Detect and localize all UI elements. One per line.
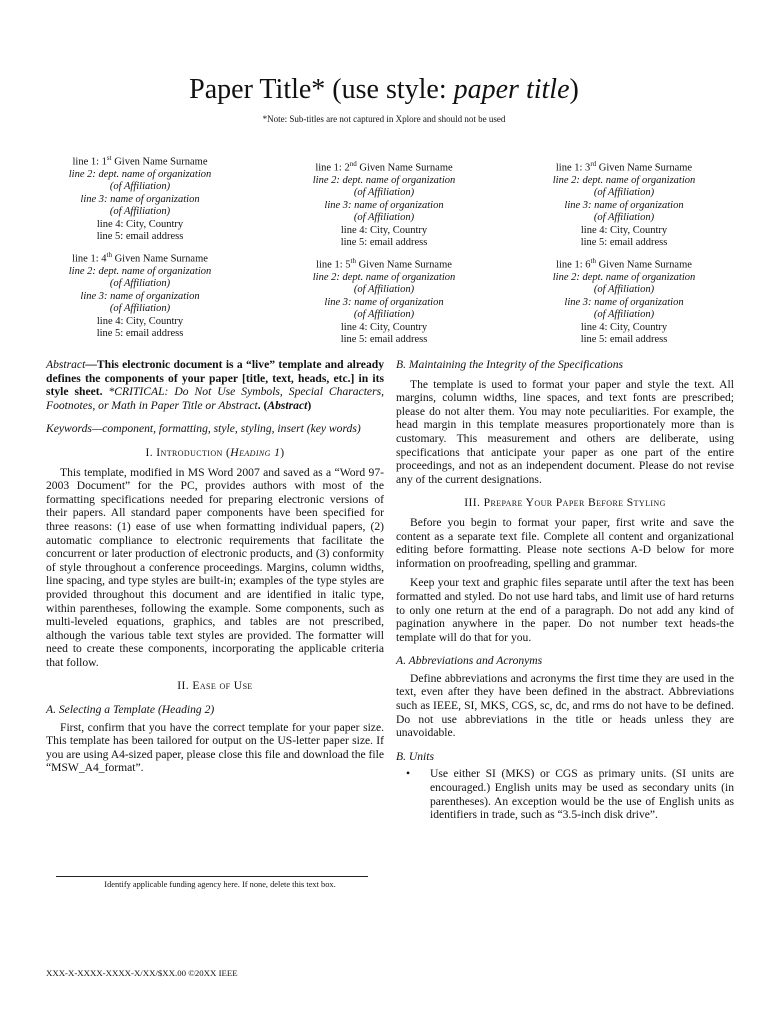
section-title: Ease of Use bbox=[192, 679, 253, 693]
spacer bbox=[46, 412, 384, 422]
author-line-4: line 4: City, Country bbox=[96, 315, 184, 327]
subsection-heading-integrity: B. Maintaining the Integrity of the Specifications bbox=[396, 358, 624, 371]
right-column bbox=[396, 358, 734, 822]
spacer bbox=[396, 486, 734, 496]
author-line-5: line 5: email address bbox=[340, 236, 428, 248]
section-number: II. bbox=[177, 679, 193, 693]
author-name: Given Name Surname bbox=[356, 162, 453, 174]
section-tag-close: ) bbox=[280, 445, 285, 459]
copyright-footer: XXX-X-XXXX-XXXX-X/XX/$XX.00 ©20XX IEEE bbox=[46, 968, 238, 978]
author-line-2: line 2: dept. name of organization bbox=[552, 174, 696, 186]
paper-title-italic: paper title bbox=[453, 74, 570, 105]
paper-title-text: Paper Title* (use style: bbox=[189, 74, 454, 105]
selecting-template-paragraph: First, confirm that you have the correct template for your paper size. This template has been tailored for output on the US-letter paper size. If you are using A4-sized paper, please close this file and download the file “MSW_A4_format”. bbox=[46, 720, 384, 775]
author-line-2: line 2: dept. name of organization bbox=[312, 174, 456, 186]
section-number: I. bbox=[145, 445, 157, 459]
footnote-divider bbox=[56, 876, 368, 877]
author-line-2: line 2: dept. name of organization bbox=[552, 271, 696, 283]
author-line-1-prefix: line 1: 6 bbox=[556, 259, 591, 271]
abstract-critical: *CRITICAL: Do Not Use Symbols, Special Characters, Footnotes, or Math in Paper Title or Abstract bbox=[46, 385, 384, 412]
author-line-3-affil: (of Affiliation) bbox=[109, 303, 171, 315]
integrity-paragraph: The template is used to format your paper and style the text. All margins, column widths, line spaces, and text fonts are prescribed; please do not alter them. You may note peculiarities. For example, the head margin in this template measures proportionately more than is customary. This measurement and others are deliberate, using specifications that anticipate your paper as one part of the entire proceedings, and not as an independent document. Please do not revise any of the current designations. bbox=[396, 377, 734, 486]
author-line-4: line 4: City, Country bbox=[340, 224, 428, 236]
author-line-3: line 3: name of organization bbox=[564, 199, 684, 211]
author-name: Given Name Surname bbox=[111, 156, 208, 168]
author-line-5: line 5: email address bbox=[580, 236, 668, 248]
title-note: *Note: Sub-titles are not captured in Xplore and should not be used bbox=[262, 114, 506, 124]
intro-paragraph: This template, modified in MS Word 2007 and saved as a “Word 97-2003 Document” for the PC, provides authors with most of the formatting specifications needed for preparing electronic versions of their papers. All standard paper components have been specified for three reasons: (1) ease of use when formatting individual papers, (2) automatic compliance to electronic requirements that facilitate the concurrent or later production of electronic products, and (3) conformity of style throughout a conference proceedings. Margins, column widths, line spacing, and type styles are built-in; examples of the type styles are provided throughout this document and are identified in italic type, within parentheses, following the example. Some components, such as multi-leveled equations, graphics, and tables are not prescribed, although the various table text styles are provided. The formatter will need to create these components, incorporating the applicable criteria that follow. bbox=[46, 465, 384, 669]
author-line-3-affil: (of Affiliation) bbox=[353, 309, 415, 321]
section-title: Introduction bbox=[156, 445, 223, 459]
author-line-5: line 5: email address bbox=[96, 327, 184, 339]
author-ordinal: st bbox=[106, 154, 112, 162]
author-block-3 bbox=[524, 158, 724, 249]
author-line-1-prefix: line 1: 3 bbox=[555, 162, 591, 174]
author-line-2-affil: (of Affiliation) bbox=[109, 181, 171, 193]
author-line-2: line 2: dept. name of organization bbox=[68, 168, 212, 180]
author-line-3-affil: (of Affiliation) bbox=[353, 212, 415, 224]
author-line-1 bbox=[524, 255, 724, 272]
paper-title-close: ) bbox=[569, 74, 579, 105]
author-line-1-prefix: line 1: 1 bbox=[72, 156, 107, 168]
author-ordinal: th bbox=[590, 257, 596, 265]
author-line-5: line 5: email address bbox=[340, 333, 428, 345]
author-ordinal: th bbox=[350, 257, 356, 265]
author-line-2: line 2: dept. name of organization bbox=[68, 265, 212, 277]
units-bullet-text: Use either SI (MKS) or CGS as primary units. (SI units are encouraged.) English units may be used as secondary units (in parentheses). An exception would be the use of English units as identifiers in trade, such as “3.5-inch disk drive”. bbox=[430, 767, 734, 822]
author-line-4: line 4: City, Country bbox=[580, 321, 668, 333]
author-line-2: line 2: dept. name of organization bbox=[312, 271, 456, 283]
author-line-3-affil: (of Affiliation) bbox=[593, 309, 655, 321]
subsection-heading-abbreviations: A. Abbreviations and Acronyms bbox=[396, 654, 543, 668]
funding-footnote: Identify applicable funding agency here. If none, delete this text box. bbox=[104, 880, 336, 889]
author-line-2-affil: (of Affiliation) bbox=[593, 284, 655, 296]
spacer bbox=[46, 436, 384, 446]
author-line-1 bbox=[40, 249, 240, 266]
section-tag-open: ( bbox=[222, 445, 231, 459]
author-line-4: line 4: City, Country bbox=[580, 224, 668, 236]
author-line-4: line 4: City, Country bbox=[96, 218, 184, 230]
abbreviations-paragraph: Define abbreviations and acronyms the first time they are used in the text, even after they have been defined in the abstract. Abbreviations such as IEEE, SI, MKS, CGS, sc, dc, and rms do not have to be defined. Do not use abbreviations in the title or heads unless they are unavoidable. bbox=[396, 671, 734, 740]
author-line-2-affil: (of Affiliation) bbox=[593, 187, 655, 199]
author-name: Given Name Surname bbox=[596, 162, 693, 174]
author-ordinal: nd bbox=[349, 160, 357, 168]
section-tag: Heading 1 bbox=[230, 445, 281, 459]
author-line-1-prefix: line 1: 2 bbox=[315, 162, 350, 174]
keywords: Keywords—component, formatting, style, styling, insert (key words) bbox=[46, 422, 361, 436]
abstract-tag: Abstract bbox=[267, 398, 308, 412]
prepare-paragraph-1: Before you begin to format your paper, first write and save the content as a separate text file. Complete all content and organizational editing before formatting. Please note sections A-D below for more information on proofreading, spelling and grammar. bbox=[396, 515, 734, 570]
abstract-dash: — bbox=[85, 358, 97, 371]
author-block-4 bbox=[40, 249, 240, 340]
author-line-1-prefix: line 1: 4 bbox=[72, 253, 107, 265]
list-item bbox=[406, 767, 734, 821]
spacer bbox=[396, 644, 734, 654]
author-line-5: line 5: email address bbox=[96, 230, 184, 242]
author-line-3: line 3: name of organization bbox=[324, 199, 444, 211]
author-line-3-affil: (of Affiliation) bbox=[593, 212, 655, 224]
author-block-6 bbox=[524, 255, 724, 346]
author-line-1 bbox=[284, 255, 484, 272]
author-line-3: line 3: name of organization bbox=[564, 296, 684, 308]
bullet-icon: • bbox=[406, 767, 411, 781]
author-line-5: line 5: email address bbox=[580, 333, 668, 345]
author-line-1 bbox=[284, 158, 484, 175]
author-block-1 bbox=[40, 152, 240, 243]
author-line-2-affil: (of Affiliation) bbox=[109, 278, 171, 290]
author-name: Given Name Surname bbox=[355, 259, 452, 271]
abstract-tag-close: ) bbox=[307, 398, 312, 412]
author-name: Given Name Surname bbox=[111, 253, 208, 265]
spacer bbox=[46, 693, 384, 703]
spacer bbox=[46, 669, 384, 679]
paper-title bbox=[0, 72, 768, 108]
author-line-1 bbox=[524, 158, 724, 175]
author-line-3: line 3: name of organization bbox=[80, 193, 200, 205]
abstract-end-dot: . bbox=[257, 398, 261, 412]
section-heading-introduction bbox=[46, 446, 384, 460]
section-number: III. bbox=[464, 496, 484, 510]
author-line-4: line 4: City, Country bbox=[340, 321, 428, 333]
author-line-3: line 3: name of organization bbox=[80, 290, 200, 302]
author-line-1 bbox=[40, 152, 240, 169]
author-line-3: line 3: name of organization bbox=[324, 296, 444, 308]
abstract-tag-open: ( bbox=[260, 398, 268, 412]
author-name: Given Name Surname bbox=[595, 259, 692, 271]
author-block-5 bbox=[284, 255, 484, 346]
author-line-1-prefix: line 1: 5 bbox=[316, 259, 351, 271]
author-ordinal: th bbox=[106, 251, 112, 259]
spacer bbox=[396, 740, 734, 750]
abstract-label: Abstract bbox=[46, 358, 86, 371]
abstract bbox=[46, 358, 384, 412]
author-line-2-affil: (of Affiliation) bbox=[353, 187, 415, 199]
abstract-text: This electronic document is a “live” template and already defines the components of your paper [title, text, heads, etc.] in its style sheet. bbox=[46, 358, 384, 399]
section-title: Prepare Your Paper Before Styling bbox=[483, 496, 666, 510]
section-heading-prepare-paper bbox=[396, 496, 734, 510]
left-column bbox=[46, 358, 384, 775]
subsection-heading-selecting-template: A. Selecting a Template (Heading 2) bbox=[46, 703, 215, 717]
prepare-paragraph-2: Keep your text and graphic files separate until after the text has been formatted and styled. Do not use hard tabs, and limit use of hard returns to only one return at the end of a paragraph. Do not add any kind of pagination anywhere in the paper. Do not number text heads-the template will do that for you. bbox=[396, 576, 734, 644]
subsection-heading-units: B. Units bbox=[396, 749, 435, 763]
section-heading-ease-of-use bbox=[46, 679, 384, 693]
author-block-2 bbox=[284, 158, 484, 249]
author-line-2-affil: (of Affiliation) bbox=[353, 284, 415, 296]
author-ordinal: rd bbox=[590, 160, 597, 168]
author-line-3-affil: (of Affiliation) bbox=[109, 206, 171, 218]
